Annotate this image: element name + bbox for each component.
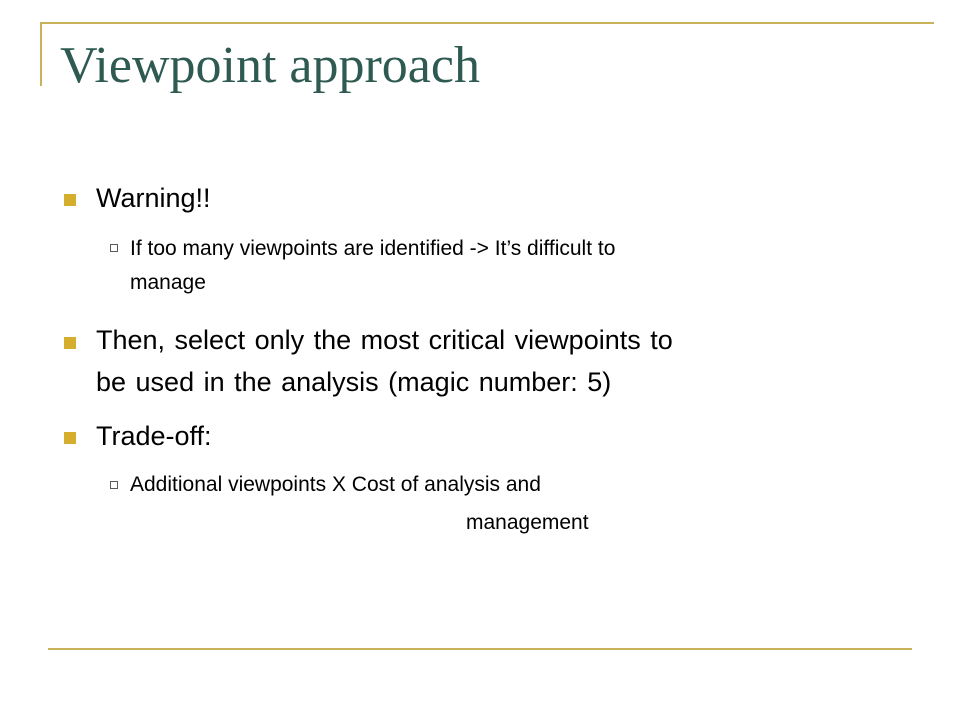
sub-bullet-viewpoints-warning-line2: manage <box>130 271 206 294</box>
left-decorative-rule <box>40 22 42 86</box>
square-bullet-icon <box>64 432 76 444</box>
sub-bullet-tradeoff-line2: management <box>466 511 589 534</box>
bullet-trade-off: Trade-off: <box>96 421 212 451</box>
top-decorative-rule <box>40 22 934 24</box>
bullet-warning: Warning!! <box>96 183 211 213</box>
square-bullet-icon <box>64 194 76 206</box>
bullet-select-critical-line1: Then, select only the most critical viewpoints to <box>96 325 673 355</box>
sub-bullet-tradeoff-line1: Additional viewpoints X Cost of analysis and <box>130 473 541 496</box>
bullet-select-critical-line2: be used in the analysis (magic number: 5) <box>96 367 612 397</box>
sub-bullet-viewpoints-warning-line1: If too many viewpoints are identified -> It’s difficult to <box>130 237 616 260</box>
hollow-square-bullet-icon <box>110 244 118 252</box>
slide-title: Viewpoint approach <box>60 37 480 94</box>
square-bullet-icon <box>64 337 76 349</box>
hollow-square-bullet-icon <box>110 481 118 489</box>
bottom-decorative-rule <box>48 648 912 650</box>
